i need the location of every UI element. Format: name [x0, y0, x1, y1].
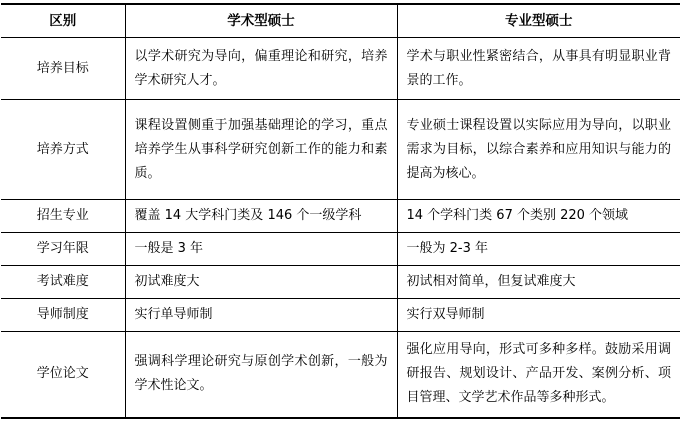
professional-cell: 专业硕士课程设置以实际应用为导向，以职业需求为目标，以综合素养和应用知识与能力的提高为核心。 [397, 100, 680, 200]
table-row [1, 38, 680, 100]
table-row [1, 332, 680, 418]
professional-cell: 实行双导师制 [397, 299, 680, 332]
header-academic: 学术型硕士 [125, 4, 397, 38]
academic-cell: 课程设置侧重于加强基础理论的学习，重点培养学生从事科学研究创新工作的能力和素质。 [125, 100, 397, 200]
academic-cell: 实行单导师制 [125, 299, 397, 332]
header-row [1, 4, 680, 38]
professional-cell: 强化应用导向，形式可多种多样。鼓励采用调研报告、规划设计、产品开发、案例分析、项目管理、文学艺术作品等多种形式。 [397, 332, 680, 418]
table-row [1, 100, 680, 200]
comparison-table [1, 3, 680, 419]
table-row [1, 299, 680, 332]
row-category: 培养目标 [1, 38, 125, 100]
row-category: 培养方式 [1, 100, 125, 200]
table-row [1, 266, 680, 299]
professional-cell: 14 个学科门类 67 个类别 220 个领域 [397, 200, 680, 233]
academic-cell: 覆盖 14 大学科门类及 146 个一级学科 [125, 200, 397, 233]
header-professional: 专业型硕士 [397, 4, 680, 38]
academic-cell: 强调科学理论研究与原创学术创新，一般为学术性论文。 [125, 332, 397, 418]
row-category: 学习年限 [1, 233, 125, 266]
table-row [1, 200, 680, 233]
row-category: 招生专业 [1, 200, 125, 233]
header-category: 区别 [1, 4, 125, 38]
professional-cell: 一般为 2-3 年 [397, 233, 680, 266]
row-category: 学位论文 [1, 332, 125, 418]
row-category: 考试难度 [1, 266, 125, 299]
professional-cell: 学术与职业性紧密结合，从事具有明显职业背景的工作。 [397, 38, 680, 100]
professional-cell: 初试相对简单，但复试难度大 [397, 266, 680, 299]
academic-cell: 一般是 3 年 [125, 233, 397, 266]
row-category: 导师制度 [1, 299, 125, 332]
academic-cell: 以学术研究为导向，偏重理论和研究，培养学术研究人才。 [125, 38, 397, 100]
table-row [1, 233, 680, 266]
academic-cell: 初试难度大 [125, 266, 397, 299]
